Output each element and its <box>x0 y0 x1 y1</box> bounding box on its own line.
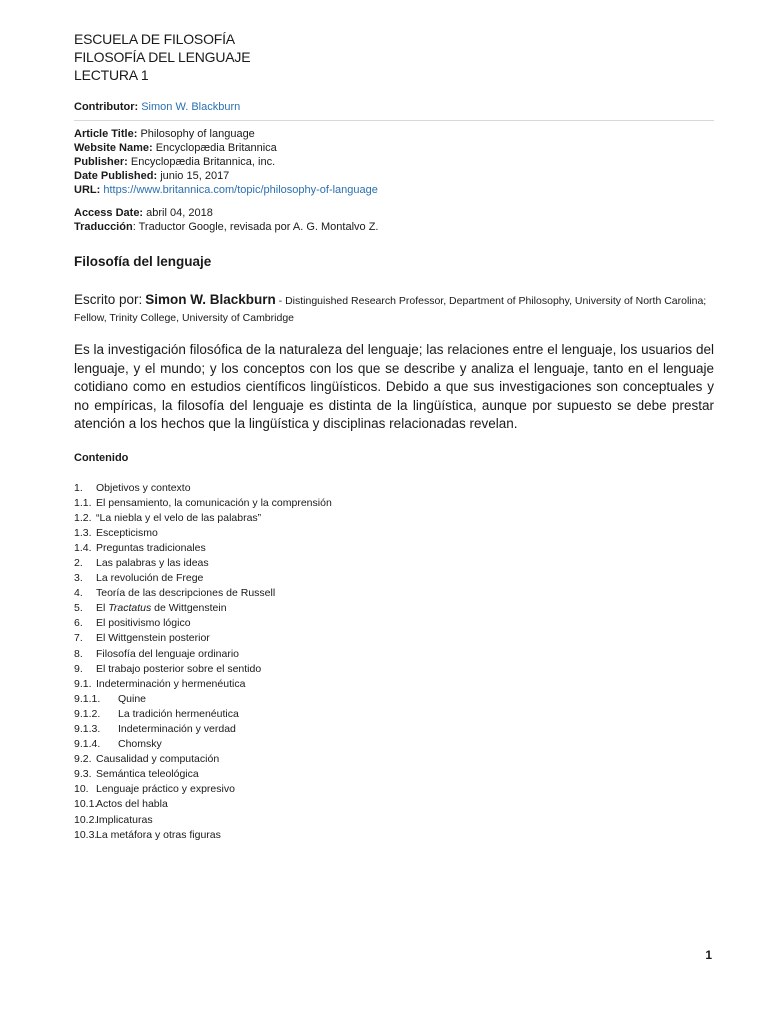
contributor-label: Contributor: <box>74 101 139 113</box>
website-value: Encyclopædia Britannica <box>155 142 277 154</box>
article-title-label: Article Title: <box>74 128 138 140</box>
toc-item <box>74 601 714 616</box>
toc-item-number: 2. <box>74 556 83 569</box>
access-date-value: abril 04, 2018 <box>146 207 213 219</box>
toc-item-number: 1. <box>74 481 83 494</box>
toc-item <box>74 616 714 631</box>
toc-item <box>74 662 714 677</box>
citation-meta <box>74 127 714 234</box>
toc-item <box>74 511 714 526</box>
toc-item-text: El trabajo posterior sobre el sentido <box>96 662 262 675</box>
toc-item <box>74 752 714 767</box>
toc-item-number: 10.2. <box>74 813 98 826</box>
toc-item-text: La metáfora y otras figuras <box>96 828 221 841</box>
toc-item-text: El positivismo lógico <box>96 617 191 630</box>
toc-item-text: El Tractatus de Wittgenstein <box>96 602 227 615</box>
header-reading: LECTURA 1 <box>74 67 149 83</box>
toc-item-text: Implicaturas <box>96 813 153 826</box>
toc-item-text: Actos del habla <box>96 798 168 811</box>
toc-item <box>74 647 714 662</box>
toc-item <box>74 571 714 586</box>
toc-item-text: Teoría de las descripciones de Russell <box>96 587 276 600</box>
byline-author: Simon W. Blackburn <box>145 292 276 307</box>
toc-item-number: 1.4. <box>74 541 92 554</box>
article-title-value: Philosophy of language <box>140 128 255 140</box>
header-school: ESCUELA DE FILOSOFÍA <box>74 31 235 47</box>
toc-item-number: 3. <box>74 572 83 585</box>
toc-item-text: El Wittgenstein posterior <box>96 632 210 645</box>
date-label: Date Published: <box>74 170 158 182</box>
toc-item <box>74 541 714 556</box>
toc-item-number: 9.1.2. <box>74 707 101 720</box>
toc-item-number: 6. <box>74 617 83 630</box>
toc-item-number: 10. <box>74 783 89 796</box>
toc-item-text: Las palabras y las ideas <box>96 556 209 569</box>
toc-item <box>74 496 714 511</box>
toc-item-number: 5. <box>74 602 83 615</box>
toc-heading: Contenido <box>74 451 129 464</box>
toc-item <box>74 828 714 843</box>
toc-item <box>74 813 714 828</box>
contributor-line <box>74 100 714 114</box>
page-number: 1 <box>705 948 712 962</box>
toc-item-number: 10.1. <box>74 798 98 811</box>
toc-item-number: 1.2. <box>74 511 92 524</box>
toc-item-text: Escepticismo <box>96 526 158 539</box>
toc-item-number: 4. <box>74 587 83 600</box>
toc-item-text: Semántica teleológica <box>96 768 199 781</box>
toc-item <box>74 586 714 601</box>
toc-item-number: 9.2. <box>74 753 92 766</box>
toc-item <box>74 767 714 782</box>
document-page <box>74 30 714 843</box>
toc-item-number: 9.1.3. <box>74 723 101 735</box>
toc-item <box>74 631 714 646</box>
toc-item <box>74 526 714 541</box>
toc-item-text: Indeterminación y hermenéutica <box>96 677 246 690</box>
toc-item <box>74 707 714 722</box>
toc-item <box>74 692 714 707</box>
website-label: Website Name: <box>74 142 153 154</box>
access-date-label: Access Date: <box>74 207 144 219</box>
article-heading: Filosofía del lenguaje <box>74 254 212 269</box>
toc-item-text: Causalidad y computación <box>96 753 220 766</box>
toc-item-number: 10.3. <box>74 828 98 841</box>
toc-item-number: 9. <box>74 662 83 675</box>
table-of-contents <box>74 481 714 843</box>
toc-item-text: La revolución de Frege <box>96 572 204 585</box>
toc-item-number: 9.1. <box>74 677 92 690</box>
date-value: junio 15, 2017 <box>160 170 230 182</box>
translation-value: : Traductor Google, revisada por A. G. Montalvo Z. <box>132 221 379 233</box>
intro-paragraph: Es la investigación filosófica de la naturaleza del lenguaje; las relaciones entre el lenguaje, los usuarios del lenguaje, y el mundo; y los conceptos con los que se describe y analiza el lenguaje, tanto en el lenguaje cotidiano como en estudios científicos lingüísticos. Debido a que sus investigaciones son conceptuales y no empíricas, la filosofía del lenguaje es distinta de la lingüística, aunque por supuesto se debe prestar atención a los hechos que la lingüística y disciplinas relacionadas revelan. <box>74 342 714 431</box>
publisher-label: Publisher: <box>74 156 128 168</box>
url-link[interactable]: https://www.britannica.com/topic/philosophy-of-language <box>103 184 378 196</box>
toc-item-number: 9.3. <box>74 768 92 781</box>
byline-affiliation: - Distinguished Research Professor, Department of Philosophy, University of North Carolina; Fellow, Trinity College, University of Cambridge <box>74 295 707 324</box>
toc-item-number: 7. <box>74 632 83 645</box>
toc-item-text: Indeterminación y verdad <box>118 723 236 735</box>
toc-item-number: 1.1. <box>74 496 92 509</box>
toc-item-number: 9.1.1. <box>74 692 101 705</box>
toc-item <box>74 556 714 571</box>
toc-item <box>74 737 714 752</box>
toc-item <box>74 722 714 737</box>
toc-item-text: Chomsky <box>118 738 162 751</box>
toc-item-text: Objetivos y contexto <box>96 481 191 494</box>
toc-item-text: El pensamiento, la comunicación y la comprensión <box>96 496 332 509</box>
toc-item-text: Lenguaje práctico y expresivo <box>96 783 235 796</box>
byline <box>74 291 714 327</box>
toc-item-text: “La niebla y el velo de las palabras” <box>96 511 262 524</box>
toc-item <box>74 481 714 496</box>
toc-item-text: La tradición hermenéutica <box>118 707 239 720</box>
byline-prefix: Escrito por: <box>74 292 143 307</box>
toc-item-text: Preguntas tradicionales <box>96 541 206 554</box>
toc-item-text: Quine <box>118 692 147 705</box>
toc-item <box>74 797 714 812</box>
toc-item-number: 9.1.4. <box>74 738 101 751</box>
translation-label: Traducción <box>74 221 133 233</box>
toc-item-number: 1.3. <box>74 526 92 539</box>
contributor-link[interactable]: Simon W. Blackburn <box>141 101 241 113</box>
header-block <box>74 30 714 84</box>
header-course: FILOSOFÍA DEL LENGUAJE <box>74 49 251 65</box>
toc-item-text: Filosofía del lenguaje ordinario <box>96 647 240 660</box>
url-label: URL: <box>74 184 101 196</box>
toc-item <box>74 677 714 692</box>
toc-item <box>74 782 714 797</box>
publisher-value: Encyclopædia Britannica, inc. <box>130 156 276 168</box>
toc-item-number: 8. <box>74 647 83 660</box>
divider <box>74 120 714 121</box>
